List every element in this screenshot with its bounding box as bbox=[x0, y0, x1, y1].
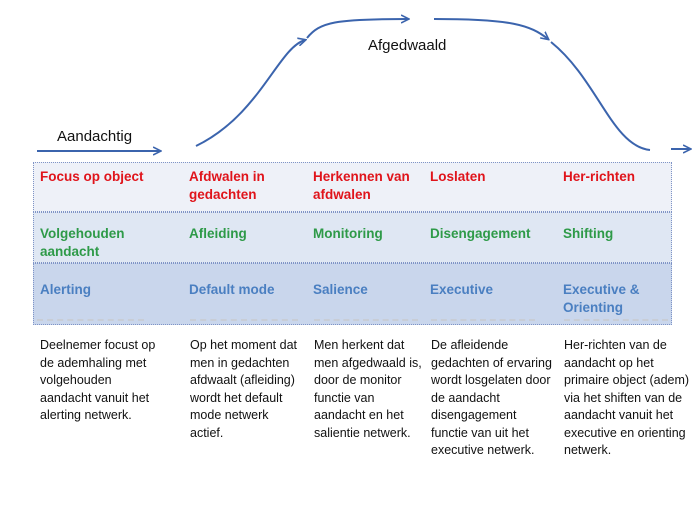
separator bbox=[431, 319, 535, 321]
network-default-mode: Default mode bbox=[189, 282, 275, 297]
separator bbox=[37, 319, 144, 321]
description-loslaten: De afleidende gedachten of ervaring wordt losgelaten door de aandacht disengagement functie van uit het executive netwerk. bbox=[431, 338, 552, 457]
network-executive-orienting: Executive & Orienting bbox=[563, 282, 640, 315]
description-afdwalen: Op het moment dat men in gedachten afdwaalt (afleiding) wordt het default mode netwerk actief. bbox=[190, 338, 298, 440]
attention-volgehouden: Volgehouden aandacht bbox=[40, 226, 125, 259]
attention-monitoring: Monitoring bbox=[313, 226, 383, 241]
phase-afdwalen: Afdwalen in gedachten bbox=[189, 169, 265, 202]
arrow-descend bbox=[551, 42, 650, 150]
attention-shifting: Shifting bbox=[563, 226, 614, 241]
phase-focus: Focus op object bbox=[40, 169, 144, 184]
attention-disengagement: Disengagement bbox=[430, 226, 531, 241]
description-her-richten: Her-richten van de aandacht op het primaire object (adem) via het shiften van de aandacht vanuit het executive en orienting netwerk. bbox=[564, 338, 690, 457]
phase-loslaten: Loslaten bbox=[430, 169, 486, 184]
separator bbox=[564, 319, 668, 321]
phase-herkennen: Herkennen van afdwalen bbox=[313, 169, 410, 202]
network-salience: Salience bbox=[313, 282, 368, 297]
attention-afleiding: Afleiding bbox=[189, 226, 247, 241]
network-executive: Executive bbox=[430, 282, 494, 297]
description-focus: Deelnemer focust op de ademhaling met volgehouden aandacht vanuit het alerting netwerk. bbox=[40, 338, 156, 422]
label-afgedwaald: Afgedwaald bbox=[368, 37, 447, 54]
description-herkennen: Men herkent dat men afgedwaald is, door de monitor functie van aandacht en het salientie netwerk. bbox=[314, 338, 422, 440]
arrow-peak-descend bbox=[434, 19, 548, 39]
label-aandachtig: Aandachtig bbox=[57, 128, 133, 145]
arrow-peak bbox=[307, 19, 408, 38]
separator bbox=[314, 319, 418, 321]
arrow-rise bbox=[196, 40, 305, 146]
separator bbox=[190, 319, 298, 321]
network-alerting: Alerting bbox=[40, 282, 92, 297]
phase-her-richten: Her-richten bbox=[563, 169, 636, 184]
